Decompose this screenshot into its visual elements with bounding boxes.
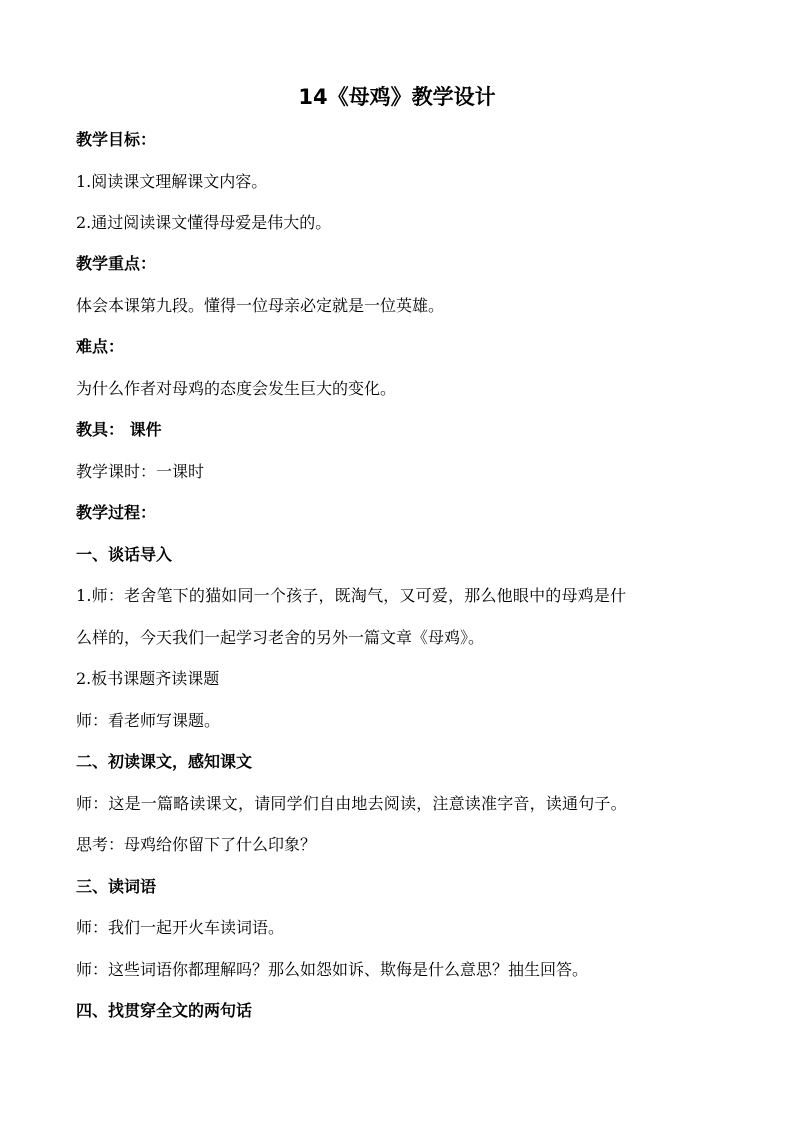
paragraph-line: 思考：母鸡给你留下了什么印象？: [76, 835, 317, 854]
paragraph-line: 师：这些词语你都理解吗？那么如怨如诉、欺侮是什么意思？抽生回答。: [76, 960, 589, 979]
paragraph-line: 师：这是一篇略读课文，请同学们自由地去阅读，注意读准字音，读通句子。: [76, 794, 627, 813]
section-heading-process: 教学过程：: [76, 503, 157, 522]
section-heading-difficulties: 难点：: [76, 337, 125, 356]
paragraph-line: 2.板书课题齐读课题: [76, 669, 220, 688]
section-heading-vocabulary: 三、读词语: [76, 877, 157, 896]
paragraph-line: 1.阅读课文理解课文内容。: [76, 172, 268, 191]
paragraph-line: 2.通过阅读课文懂得母爱是伟大的。: [76, 213, 332, 232]
document-title: 14《母鸡》教学设计: [298, 85, 496, 109]
section-heading-first-reading: 二、初读课文，感知课文: [76, 752, 253, 771]
paragraph-line: 体会本课第九段。懂得一位母亲必定就是一位英雄。: [76, 296, 445, 315]
paragraph-line: 师：我们一起开火车读词语。: [76, 918, 285, 937]
section-heading-teaching-aids: 教具： 课件: [76, 420, 162, 439]
section-heading-key-sentences: 四、找贯穿全文的两句话: [76, 1001, 253, 1020]
section-heading-objectives: 教学目标：: [76, 130, 157, 149]
paragraph-line: 1.师：老舍笔下的猫如同一个孩子，既淘气，又可爱，那么他眼中的母鸡是什: [76, 586, 627, 605]
paragraph-line: 么样的，今天我们一起学习老舍的另外一篇文章《母鸡》。: [76, 628, 485, 647]
section-heading-key-points: 教学重点：: [76, 254, 157, 273]
section-heading-intro: 一、谈话导入: [76, 545, 173, 564]
paragraph-line: 教学课时：一课时: [76, 462, 205, 481]
paragraph-line: 师：看老师写课题。: [76, 711, 221, 730]
paragraph-line: 为什么作者对母鸡的态度会发生巨大的变化。: [76, 379, 397, 398]
